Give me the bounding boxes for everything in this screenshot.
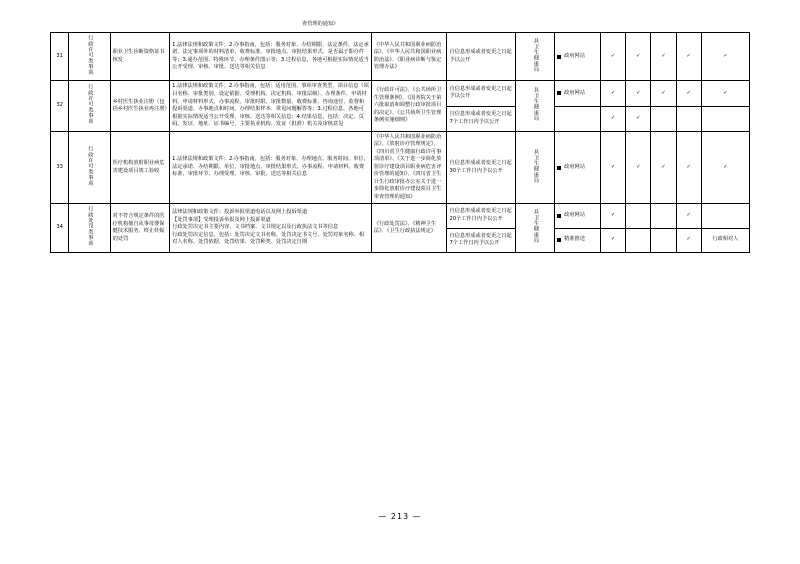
row-limit: 县卫生健康局 xyxy=(516,204,555,252)
row-item: 职业卫生诊断资格证书核发 xyxy=(110,33,170,81)
row-content: 1.法律法规和政策文件；2.办事指南，包括：服务对象、办结期限、法定条件、法定承诺、法定事项外的材料清单、收费标准、审批地点、审批结果形式、是否属于即办件等；3.通办范围、特殊环节、办理条件图示等；3.过程信息，各地可根据实际情况适当公开受理、审核、审批、送达等相关信息 xyxy=(170,33,372,81)
row-index: 31 xyxy=(51,33,69,81)
row-mark-3: ✓ xyxy=(651,33,676,81)
checkbox-icon[interactable] xyxy=(557,214,561,218)
row-channel: 政府网站 xyxy=(555,204,601,228)
row-last: ✓ xyxy=(701,131,749,204)
row-mark-1: ✓ xyxy=(600,131,625,204)
row-mark-2: ✓ xyxy=(626,81,651,106)
row-limit: 县卫生健康局 xyxy=(516,81,555,131)
checkbox-icon[interactable] xyxy=(557,55,561,59)
row-basis: 《行政处罚法》、《精神卫生法》、《卫生行政执法规定》 xyxy=(371,204,447,252)
row-last xyxy=(701,204,749,228)
row-last: ✓ xyxy=(701,81,749,106)
row-mark-1b: ✓ xyxy=(600,228,625,252)
row-mark-3: ✓ xyxy=(651,81,676,106)
row-basis: 《中华人民共和国职业病防治法》、《中华人民共和国职业病防治法》、《职业病诊断与鉴定管理办法》 xyxy=(371,33,447,81)
row-mark-4: ✓ xyxy=(676,131,701,204)
row-limit: 县卫生健康局 xyxy=(516,131,555,204)
row-channel-2 xyxy=(555,106,601,131)
row-type: 行政许可类事项 xyxy=(69,33,110,81)
table-row xyxy=(51,131,750,204)
row-index: 33 xyxy=(51,131,69,204)
row-index: 32 xyxy=(51,81,69,131)
row-mark-1: ✓ xyxy=(600,33,625,81)
row-limit: 县卫生健康局 xyxy=(516,33,555,81)
row-item: 医疗机构放射职业病危害建设项目竣工验收 xyxy=(110,131,170,204)
row-mark-3: ✓ xyxy=(651,131,676,204)
row-mark-3b xyxy=(651,228,676,252)
page-number: — 213 — xyxy=(378,512,422,521)
table-row xyxy=(51,204,750,228)
content-block-3: 行政处罚决定书主要内容、文书档案、文书规定以及行政执法文书等信息 xyxy=(172,224,339,231)
table-row xyxy=(51,81,750,106)
row-mark-4b: ✓ xyxy=(676,228,701,252)
row-channel: 政府网站 xyxy=(555,131,601,204)
row-form-2: 自信息形成或者变更之日起7个工作日内予以公开 xyxy=(447,228,516,252)
row-form-2: 自信息形成或者变更之日起7个工作日内予以公开 xyxy=(447,106,516,131)
checkbox-icon[interactable] xyxy=(557,91,561,95)
row-mark-1b: ✓ xyxy=(600,106,625,131)
row-item: 乡村医生执业注册（包括乡村医生执业再注册） xyxy=(110,81,170,131)
row-mark-2b xyxy=(626,228,651,252)
checkbox-icon[interactable] xyxy=(557,238,561,242)
row-content: 1.法律法规和政策文件；2.办事指南，包括：服务对象、办理地点、服务时间、单位、法定承诺、办结期限、单位、审批地点、审批结果形式、办事流程、申请材料、收费标准、审批环节、办理受理、审核、审批、送达等相关信息 xyxy=(170,131,372,204)
row-index: 34 xyxy=(51,204,69,252)
row-mark-2: ✓ xyxy=(626,131,651,204)
row-type: 行政许可类事项 xyxy=(69,81,110,131)
row-mark-4: ✓ xyxy=(676,81,701,106)
row-form: 自信息形成或者变更之日起20个工作日内予以公开 xyxy=(447,204,516,228)
row-mark-3b xyxy=(651,106,676,131)
row-channel: 政府网站 xyxy=(555,33,601,81)
row-channel: 政府网站 xyxy=(555,81,601,106)
row-mark-1: ✓ xyxy=(600,81,625,106)
row-last-b: 行政相对人 xyxy=(701,228,749,252)
row-content xyxy=(170,204,372,252)
content-block-1: 法律法规和政策文件；投诉举报渠道电话以及网上投诉渠道 xyxy=(172,209,308,216)
disclosure-table xyxy=(50,32,750,253)
row-mark-2b: ✓ xyxy=(626,106,651,131)
content-block-4: 行政处罚决定信息，包括：处罚决定文书名称、处罚决定书文号、处罚对象名称、相对人名称、处罚依据、处罚结果、处罚种类、处罚决定日期 xyxy=(172,231,365,246)
row-channel-2: 精准推送 xyxy=(555,228,601,252)
row-type: 行政处罚类事项 xyxy=(69,204,110,252)
row-basis: 《行政许可法》、《公共场所卫生管理条例》、《国务院关于第六批取消和调整行政审批项目的决定》、《公共场所卫生管理条例实施细则》 xyxy=(371,81,447,131)
row-form: 自信息形成或者变更之日起予以公开 xyxy=(447,81,516,106)
row-basis: 《中华人民共和国职业病防治法》、《放射诊疗管理规定》、《四川省卫生健康行政许可事项清单》、《关于进一步简化放射诊疗建设项目职业病危害评价管理的通知》、《四川省卫生计生行政审批办公室关于进一步简化放射诊疗建设项目卫生审查管理的通知》 xyxy=(371,131,447,204)
row-mark-4: ✓ xyxy=(676,33,701,81)
row-mark-3 xyxy=(651,204,676,228)
content-block-2: 【处罚事项】受理投诉举报及网上投诉渠道 xyxy=(172,216,271,223)
row-content: 1.法律法规和政策文件；2.办事指南，包括：适用范围、事项审查类型、项目信息（项目名称、审批类别、设定依据、受理机构、决定机构、审批层级）、办理条件、申请材料、申请材料形式、办事流程、审批时限、审批数量、收费标准、咨询途径、监督和投诉渠道、办事地点和时间、办理结果样本、常见问题解答等；3.过程信息，各地可根据实际情况适当公开受理、审核、送达等相关信息；4.结果信息，包括：决定、页码、发证、地址、证书编号、主要执业机构、发证（批准）机关及审核意见 xyxy=(170,81,372,131)
row-type: 行政许可类事项 xyxy=(69,131,110,204)
row-mark-2: ✓ xyxy=(626,33,651,81)
row-last-b xyxy=(701,106,749,131)
row-item: 对不符合规定条件的医疗机构擅自从事母婴保健技术服务、终止妊娠的处罚 xyxy=(110,204,170,252)
table-row xyxy=(51,33,750,81)
row-mark-4b xyxy=(676,106,701,131)
row-form: 自信息形成或者变更之日起30个工作日内予以公开 xyxy=(447,131,516,204)
top-note: 查管理的通知》 xyxy=(302,21,339,27)
row-form: 自信息形成或者变更之日起予以公开 xyxy=(447,33,516,81)
row-mark-2 xyxy=(626,204,651,228)
checkbox-icon[interactable] xyxy=(557,166,561,170)
row-mark-4: ✓ xyxy=(676,204,701,228)
row-last: ✓ xyxy=(701,33,749,81)
row-mark-1: ✓ xyxy=(600,204,625,228)
